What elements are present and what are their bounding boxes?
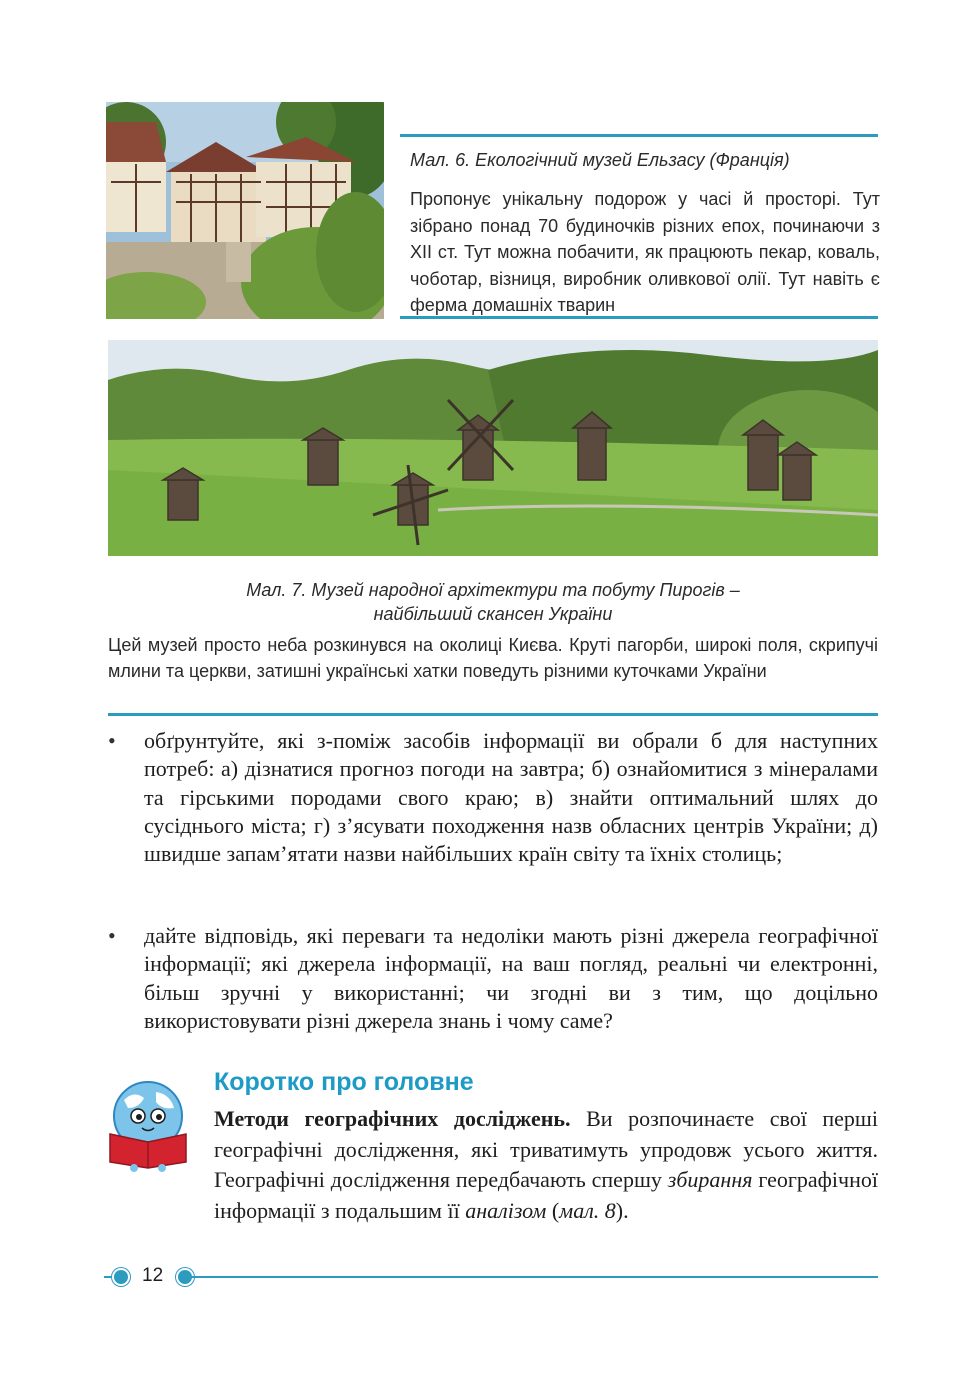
summary-text-1: Ви розпочинаєте свої перші географічні дослідження, які триватимуть упродовж усього життя. Географічні дослідження передбачають спершу [214,1106,878,1192]
summary-italic-1: збирання [667,1167,753,1192]
bullet-text: дайте відповідь, які переваги та недоліки мають різні джерела географічної інформації; які джерела інформації, на ваш погляд, реальні чи електронні, більш зручні у використанні; чи згодні ви з тим, що доцільно використовувати різні джерела знань і чому саме? [144,923,878,1033]
pyrohiv-museum-photo [108,340,878,556]
summary-italic-3: мал. 8 [559,1197,616,1223]
figure7-description: Цей музей просто неба розкинувся на околиці Києва. Круті пагорби, широкі поля, скрипучі млини та церкви, затишні українські хатки поведуть різними куточками України [108,635,878,681]
figure7-caption-line1: Мал. 7. Музей народної архітектури та побуту Пирогів – [246,580,740,600]
figure7-caption [108,578,878,626]
caption7-bottom-rule [108,713,878,716]
task-bullet-1 [108,727,878,868]
alsace-museum-photo [106,102,384,319]
task-bullet-2 [108,922,878,1035]
bullet-text: обґрунтуйте, які з-поміж засобів інформації ви обрали б для наступних потреб: а) дізнатися прогноз погоди на завтра; б) ознайомитися з мінералами та гірськими породами свого краю; в) знайти оптимальний шлях до сусіднього міста; г) з’ясувати походження назв обласних центрів України; д) швидше запам’ятати назви найбільших країн світу та їхніх столиць; [144,728,878,867]
caption6-top-rule [400,134,878,137]
footer-left-dot-icon [112,1268,130,1286]
bullet-marker: • [108,923,116,948]
page-number: 12 [142,1265,164,1286]
summary-text-2: географічної інформації з подальшим її [214,1167,878,1223]
caption6-bottom-rule [400,316,878,319]
summary-italic-2: аналізом [465,1197,547,1223]
figure6-caption: Мал. 6. Екологічний музей Ельзасу (Франція) [410,150,790,170]
footer-rule [190,1276,878,1278]
summary-text-3: ( [546,1197,560,1223]
summary-bold-lead: Методи географічних досліджень. [214,1106,571,1131]
figure7-caption-line2: найбільший скансен України [373,604,613,624]
figure6-description: Пропонує унікальну подорож у часі й просторі. Тут зібрано понад 70 будиночків різних епох, починаючи з XII ст. Тут можна побачити, як працюють пекар, коваль, чоботар, візниця, виробник оливкової олії. Тут навіть є ферма домашніх тварин [410,189,880,315]
bullet-marker: • [108,728,116,753]
summary-text-4: ). [615,1197,629,1223]
summary-heading: Коротко про головне [214,1068,474,1096]
summary-paragraph [108,1104,878,1226]
